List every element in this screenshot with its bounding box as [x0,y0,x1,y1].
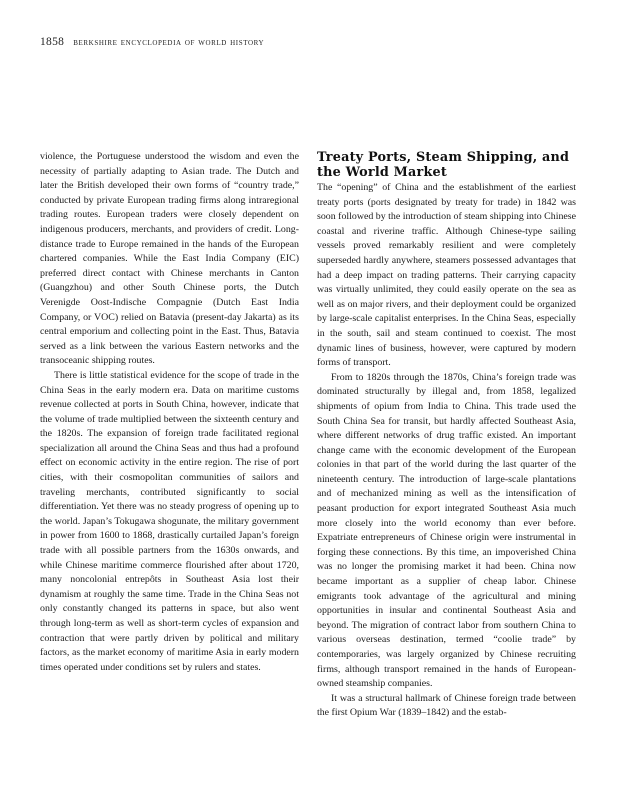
body-paragraph: violence, the Portuguese understood the wisdom and even the necessity of partially adapting to Asian trade. The Dutch and later the British developed their own forms of “country trade,” conducted by private European trading firms along intraregional trading routes. European traders were closely dependent on indigenous producers, merchants, and providers of credit. Long-distance trade to Europe remained in the hands of the European chartered companies. While the East India Company (EIC) preferred direct contact with Chinese merchants in Canton (Guangzhou) and other South Chinese ports, the Dutch Verenigde Oost-Indische Compagnie (Dutch East India Company, or VOC) relied on Batavia (present-day Jakarta) as its central emporium and collecting point in the East. Thus, Batavia served as a link between the various Eastern networks and the transoceanic shipping routes. [40,151,299,367]
publication-title: berkshire encyclopedia of world history [73,37,265,48]
body-paragraph: There is little statistical evidence for the scope of trade in the China Seas in the early modern era. Data on maritime customs revenue collected at ports in South China, however, indicate that the volume of trade multiplied between the sixteenth century and the 1820s. The expansion of foreign trade facilitated regional specialization all around the China Seas and thus had a profound effect on economic activity in the entire region. The rise of port cities, with their cosmopolitan communities of sailors and traveling merchants, contributed significantly to social differentiation. Yet there was no steady progress of opening up to the world. Japan’s Tokugawa shogunate, the military government in power from 1600 to 1868, drastically curtailed Japan’s foreign trade with all possible partners from the 1630s onwards, and while Chinese maritime commerce flourished after about 1720, many noncolonial entrepôts in Southeast Asia lost their dynamism at roughly the same time. Trade in the China Seas not only constantly changed its patterns in space, but also went through long-term as well as short-term cycles of expansion and contraction that were partly driven by political and military factors, as the market economy of maritime Asia in early modern times operated under conditions set by rulers and states. [40,369,299,673]
body-paragraph: From to 1820s through the 1870s, China’s foreign trade was dominated structurally by illegal and, from 1858, legalized shipments of opium from India to China. This trade used the South China Sea for transit, but hardly affected Southeast Asia, where different networks of drug traffic existed. An important change came with the economic development of the European colonies in that part of the world during the last quarter of the nineteenth century. The introduction of large-scale plantations and of mechanized mining as well as the intensification of peasant production for export integrated Southeast Asia much more closely into the world economy than ever before. Expatriate entrepreneurs of Chinese origin were instrumental in forging these connections. By this time, an impoverished China was no longer the promising market it had been. China now became important as a supplier of cheap labor. Chinese emigrants took advantage of the agricultural and mining opportunities in insular and continental Southeast Asia and beyond. The migration of contract labor from southern China to various overseas destination, termed “coolie trade” by contemporaries, was largely organized by Chinese recruiting firms, although transport remained in the hands of European-owned steamship companies. [317,371,576,690]
left-column [40,150,299,675]
page-number: 1858 [40,36,65,48]
running-header [40,36,264,48]
right-column [317,150,576,721]
section-heading: Treaty Ports, Steam Shipping, and the World Market [317,150,570,180]
body-paragraph: It was a structural hallmark of Chinese foreign trade between the first Opium War (1839–1842) and the estab- [317,692,576,719]
body-paragraph: The “opening” of China and the establishment of the earliest treaty ports (ports designated by treaty for trade) in 1842 was soon followed by the introduction of steam shipping into Chinese coastal and riverine traffic. Although Chinese-type sailing vessels proved remarkably resilient and were completely superseded hardly anywhere, steamers possessed advantages that had a deep impact on trading patterns. Their carrying capacity was virtually unlimited, they could easily operate on the sea as well as on major rivers, and their deployment could be organized by large-scale capitalist enterprises. In the China Seas, especially in the south, sail and steam continued to coexist. The most dynamic lines of business, however, were captured by modern forms of transport. [317,182,576,369]
